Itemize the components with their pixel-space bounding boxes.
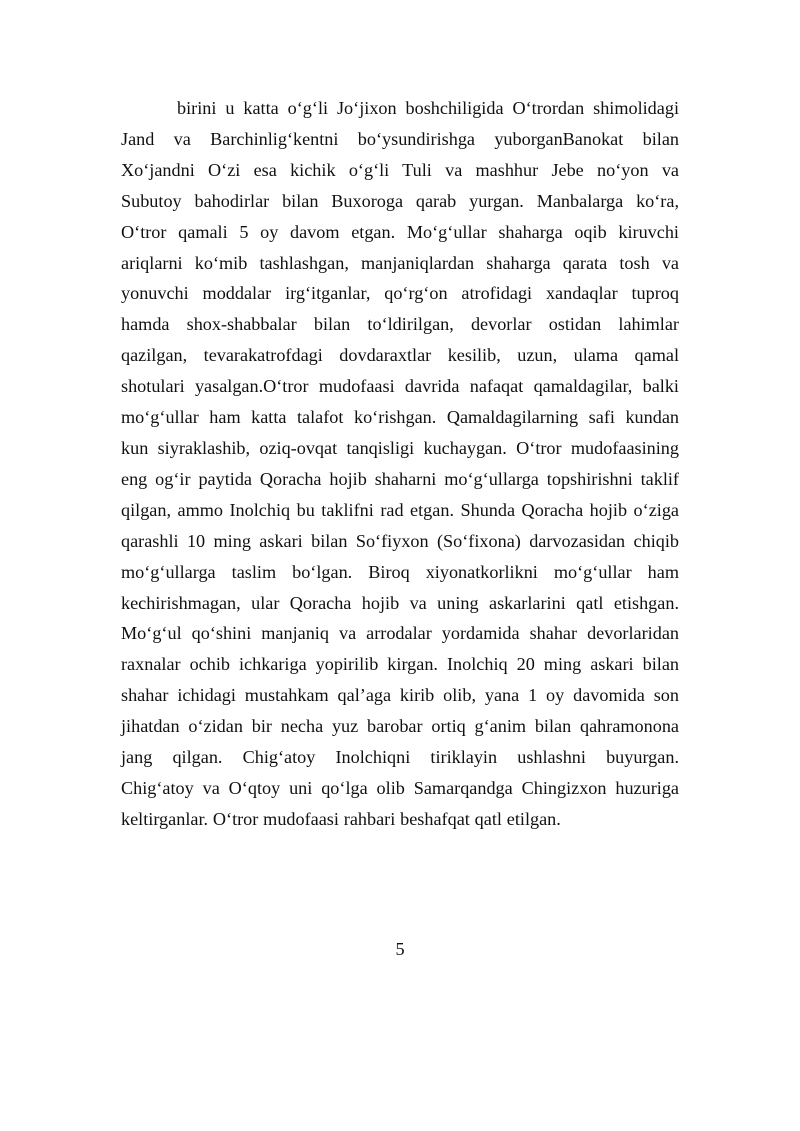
paragraph-line-11: mo‘g‘ullar ham katta talafot ko‘rishgan. Qamaldagilarning safi kundan — [121, 407, 679, 428]
paragraph-line-2: Jand va Barchinlig‘kentni bo‘ysundirishga yuborganBanokat bilan — [121, 128, 679, 149]
paragraph-line-3: Xo‘jandni O‘zi esa kichik o‘g‘li Tuli va mashhur Jebe no‘yon va — [121, 159, 679, 180]
paragraph-line-16: mo‘g‘ullarga taslim bo‘lgan. Biroq xiyonatkorlikni mo‘g‘ullar ham — [121, 561, 679, 582]
page-number: 5 — [395, 939, 405, 959]
paragraph-line-10: shotulari yasalgan.O‘tror mudofaasi davrida nafaqat qamaldagilar, balki — [121, 376, 679, 397]
body-paragraph — [121, 93, 679, 835]
paragraph-line-24: keltirganlar. O‘tror mudofaasi rahbari beshafqat qatl etilgan. — [121, 808, 561, 829]
paragraph-line-18: Mo‘g‘ul qo‘shini manjaniq va arrodalar yordamida shahar devorlaridan — [121, 623, 679, 644]
paragraph-line-6: ariqlarni ko‘mib tashlashgan, manjaniqlardan shaharga qarata tosh va — [121, 252, 679, 273]
paragraph-line-4: Subutoy bahodirlar bilan Buxoroga qarab yurgan. Manbalarga ko‘ra, — [121, 190, 679, 211]
paragraph-line-23: Chig‘atoy va O‘qtoy uni qo‘lga olib Samarqandga Chingizxon huzuriga — [121, 777, 679, 798]
paragraph-line-14: qilgan, ammo Inolchiq bu taklifni rad etgan. Shunda Qoracha hojib o‘ziga — [121, 499, 679, 520]
paragraph-line-17: kechirishmagan, ular Qoracha hojib va uning askarlarini qatl etishgan. — [121, 592, 679, 613]
paragraph-line-8: hamda shox-shabbalar bilan to‘ldirilgan, devorlar ostidan lahimlar — [121, 314, 679, 335]
paragraph-line-19: raxnalar ochib ichkariga yopirilib kirgan. Inolchiq 20 ming askari bilan — [121, 654, 679, 675]
paragraph-line-1: birini u katta o‘g‘li Jo‘jixon boshchiligida O‘trordan shimolidagi — [177, 98, 679, 118]
paragraph-line-21: jihatdan o‘zidan bir necha yuz barobar ortiq g‘anim bilan qahramonona — [121, 716, 679, 737]
paragraph-line-13: eng og‘ir paytida Qoracha hojib shaharni mo‘g‘ullarga topshirishni taklif — [121, 468, 679, 489]
paragraph-line-22: jang qilgan. Chig‘atoy Inolchiqni tiriklayin ushlashni buyurgan. — [121, 747, 679, 768]
paragraph-line-20: shahar ichidagi mustahkam qal’aga kirib olib, yana 1 oy davomida son — [121, 685, 679, 706]
paragraph-line-9: qazilgan, tevarakatrofdagi dovdaraxtlar kesilib, uzun, ulama qamal — [121, 345, 679, 366]
paragraph-line-12: kun siyraklashib, oziq-ovqat tanqisligi kuchaygan. O‘tror mudofaasining — [121, 437, 679, 458]
paragraph-line-7: yonuvchi moddalar irg‘itganlar, qo‘rg‘on atrofidagi xandaqlar tuproq — [121, 283, 679, 304]
paragraph-line-15: qarashli 10 ming askari bilan So‘fiyxon (So‘fixona) darvozasidan chiqib — [121, 530, 679, 551]
paragraph-line-5: O‘tror qamali 5 oy davom etgan. Mo‘g‘ullar shaharga oqib kiruvchi — [121, 221, 679, 242]
